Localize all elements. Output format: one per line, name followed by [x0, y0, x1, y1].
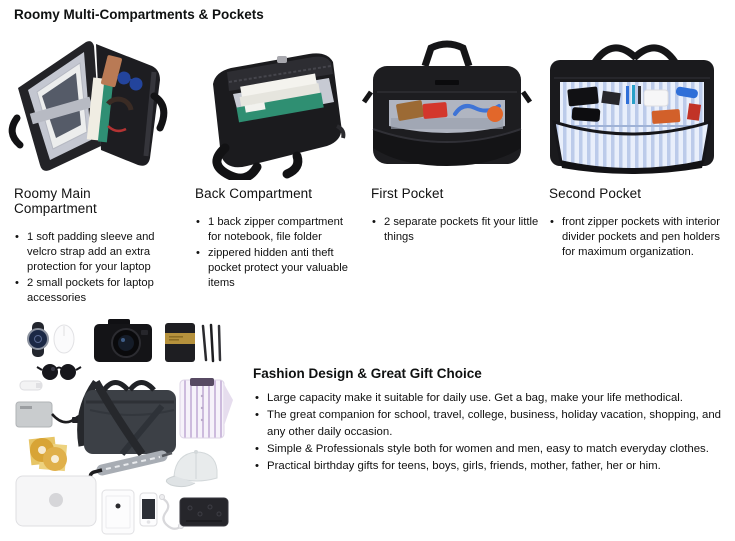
feature-second-pocket	[543, 30, 735, 307]
shirt	[180, 378, 233, 438]
feature-bullet-list	[195, 215, 357, 291]
feature-roomy-main-compartment	[0, 30, 181, 307]
feature-bullet: • front zipper pockets with interior divider pockets and pen holders for maximum organization.	[549, 215, 725, 260]
wallet	[180, 498, 228, 526]
feature-bullet-list	[549, 215, 725, 260]
pen	[626, 86, 629, 104]
briefcase-handles	[104, 383, 154, 391]
briefcase	[81, 382, 176, 454]
sunglasses	[37, 364, 81, 380]
apple-logo	[49, 493, 63, 507]
notebook	[165, 323, 195, 362]
feature-bullet-list	[371, 215, 539, 245]
pen	[632, 85, 635, 104]
open-bag-main-compartment-photo	[4, 30, 180, 180]
bag-first-pocket-photo	[361, 30, 537, 180]
bag-handle	[425, 44, 469, 66]
feature-bullet: • zippered hidden anti theft pocket protect your valuable items	[195, 246, 357, 291]
cds	[29, 437, 67, 471]
gift-choice-bullet: • Practical birthday gifts for teens, boys, girls, friends, mother, father, her or him.	[253, 458, 733, 475]
feature-back-compartment	[181, 30, 361, 307]
bag-handles	[595, 48, 675, 62]
phone	[140, 493, 157, 526]
zipper-pull	[277, 56, 287, 63]
mouse	[54, 325, 74, 353]
pocket-divider	[391, 118, 503, 129]
feature-heading: Second Pocket	[549, 186, 642, 201]
open-bag-main-compartment-image	[4, 30, 175, 180]
gift-choice-bullet: • The great companion for school, travel, college, business, holiday vacation, shopping, and any other daily occasion.	[253, 407, 733, 441]
feature-bullet: • 2 small pockets for laptop accessories	[14, 276, 175, 306]
red-item	[687, 103, 701, 121]
gift-choice-bullet: • Large capacity make it suitable for daily use. Get a bag, make your life methodical.	[253, 390, 733, 407]
shirt-collar	[190, 378, 214, 386]
cap	[166, 450, 217, 487]
gift-choice-section	[253, 366, 733, 475]
usb-drive	[20, 381, 42, 390]
sunglasses-lens	[118, 72, 131, 85]
feature-heading: Roomy Main Compartment	[14, 186, 97, 216]
feature-heading: First Pocket	[371, 186, 444, 201]
red-card-holder	[422, 102, 447, 119]
orange-wallet	[652, 109, 681, 124]
gift-choice-heading: Fashion Design & Great Gift Choice	[253, 366, 482, 381]
bag-back-compartment-photo	[185, 30, 361, 180]
page-title: Roomy Multi-Compartments & Pockets	[14, 7, 264, 22]
feature-columns	[0, 30, 735, 307]
feature-bullet: • 1 soft padding sleeve and velcro strap add an extra protection for your laptop	[14, 230, 175, 275]
umbrella	[90, 453, 172, 478]
card-case	[601, 91, 620, 105]
feature-first-pocket	[361, 30, 543, 307]
gift-collage-photo	[10, 318, 240, 536]
bag-second-pocket-photo	[539, 30, 725, 180]
pens	[203, 325, 220, 361]
power-bank	[567, 86, 599, 106]
orange-item	[487, 106, 503, 122]
feature-bullet: • 2 separate pockets fit your little things	[371, 215, 539, 245]
pen	[638, 86, 641, 104]
feature-bullet: • 1 back zipper compartment for notebook, file folder	[195, 215, 357, 245]
camera	[94, 319, 152, 362]
bag-first-pocket-image	[361, 30, 539, 180]
brand-patch	[435, 80, 459, 85]
gift-choice-bullet-list	[253, 390, 733, 475]
gift-items-collage-image	[10, 318, 240, 536]
open-pocket	[389, 100, 505, 133]
bag-second-pocket-image	[539, 30, 725, 180]
white-charger	[644, 90, 668, 106]
watch	[28, 322, 48, 357]
feature-bullet-list	[14, 230, 175, 306]
bag-handle-left	[12, 118, 20, 145]
open-bag-left-half	[12, 41, 101, 171]
gift-choice-bullet: • Simple & Professionals style both for women and men, easy to match everyday clothes.	[253, 441, 733, 458]
bag-back-compartment-image	[185, 30, 357, 180]
tablet	[102, 490, 134, 534]
black-pouch	[572, 107, 601, 122]
feature-heading: Back Compartment	[195, 186, 313, 201]
laptop	[16, 476, 96, 526]
